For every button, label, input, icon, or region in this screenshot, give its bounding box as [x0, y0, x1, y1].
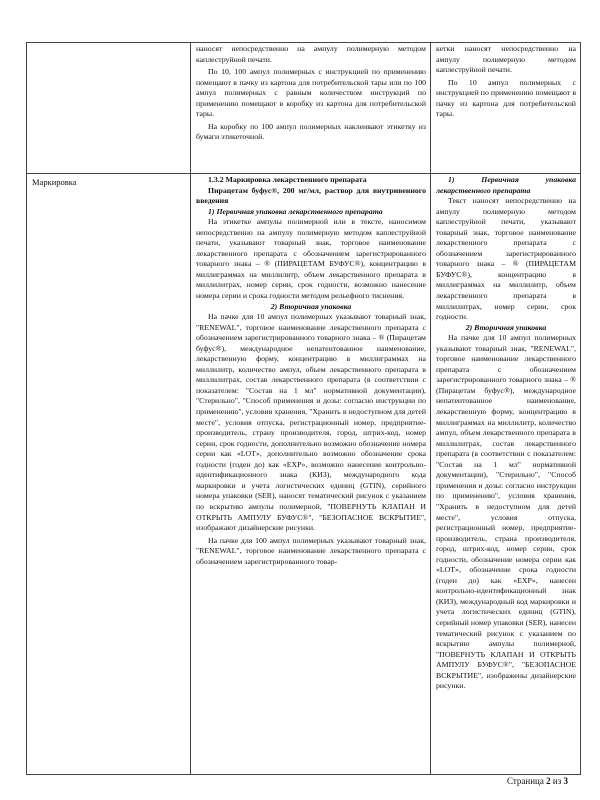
paragraph: На пачке для 100 ампул полимерных указывают товарный знак, "RENEWAL", торговое наименование лекарственного препарата с обозначением зарегистрированного товар- — [196, 535, 426, 566]
primary-packaging-heading: 1) Первичная упаковка лекарственного препарата — [208, 206, 383, 216]
table-row — [27, 43, 581, 174]
row2-label-cell — [27, 174, 191, 775]
paragraph: На пачке для 10 ампул полимерных указывают товарный знак, "RENEWAL", торговое наименование лекарственного препарата с обозначением зарегистрированного товарного знака – ® (Пирацетам буфус®), международное непатентованное наименование, лекарственную форму, концентрацию в миллиграммах на миллилитр, количество ампул, объем лекарственного препарата в миллилитрах, состав лекарственного препарата (в соответствии с показателем: "Состав на 1 мл" нормативной документации), "Стерильно", "Способ применения и дозы: согласно инструкции по применению", условия хранения, "Хранить в недоступном для детей месте", условия отпуска, регистрационный номер, предприятие-производитель, страну производителя, город, штрих-код, номер серии, срок годности, дополнительно возможно обозначение номера серии как «LOT», дополнительно возможно обозначение срока годности (годен до) как «EXP», возможно нанесение контрольно-идентификационного знака (КИЗ), международного кода маркировки и учета логистических единиц (GTIN), серийного номера упаковки (SER), наносят тематический рисунок с указанием по вскрытию ампулы полимерной, "ПОВЕРНУТЬ КЛАПАН И ОТКРЫТЬ АМПУЛУ БУФУС®", "БЕЗОПАСНОЕ ВСКРЫТИЕ", изображают дизайнерские рисунки. — [196, 312, 426, 533]
paragraph: Текст наносят непосредственно на ампулу полимерную методом каплеструйной печати, указывают товарный знак, торговое наименование лекарственного препарата с обозначением зарегистрированного товарного знака – ® (ПИРАЦЕТАМ БУФУС®), концентрацию в миллиграммах на миллилитр, объем лекарственного препарата в миллилитрах, номер серии, срок годности. — [436, 196, 576, 322]
section-heading: 1.3.2 Маркировка лекарственного препарата — [208, 175, 367, 184]
primary-packaging-heading: 1) Первичная упаковка лекарственного препарата — [436, 175, 576, 195]
secondary-packaging-heading: 2) Вторичная упаковка — [270, 301, 352, 311]
table-row — [27, 174, 581, 775]
row1-label-cell — [27, 43, 191, 174]
document-page — [26, 42, 580, 775]
row1-proposed-cell — [191, 43, 431, 174]
current-page: 2 — [546, 776, 551, 786]
row2-proposed-cell — [191, 174, 431, 775]
page-label: Страница — [507, 776, 544, 786]
page-of-label: из — [552, 776, 562, 786]
paragraph: кетки наносят непосредственно на ампулу полимерную методом каплеструйной печати. — [436, 44, 576, 75]
spec-table — [26, 42, 581, 775]
total-pages: 3 — [563, 776, 568, 786]
row2-approved-cell — [431, 174, 581, 775]
page-number — [507, 776, 568, 786]
paragraph: По 10 ампул полимерных с инструкцией по применению помещают в пачку из картона для потребительской тары. — [436, 77, 576, 119]
paragraph: По 10, 100 ампул полимерных с инструкцией по применению помещают в пачку из картона для потребительской тары или по 100 ампул полимерных с равным количеством инструкций по применению помещают в коробку из картона для потребительской тары. — [196, 67, 426, 119]
paragraph: На пачке для 10 ампул полимерных указывают товарный знак, "RENEWAL", торговое наименование лекарственного препарата с обозначением зарегистрированного товарного знака – ® (Пирацетам буфус®), международное непатентованное наименование, лекарственную форму, концентрацию в миллиграммах на миллилитр, количество ампул, объем лекарственного препарата в миллилитрах, состав лекарственного препарата (в соответствии с показателем: "Состав на 1 мл" нормативной документации), "Стерильно", "Способ применения и дозы: согласно инструкции по применению", условия хранения, "Хранить в недоступном для детей месте", условия отпуска, регистрационный номер, предприятие-производитель, страна производителя, город, штрих-код, номер серии, срок годности, обозначение номера серии как «LOT», обозначение срока годности (годен до) как «EXP», нанесен контрольно-идентификационный знак (КИЗ), международный код маркировки и учета логистических единиц (GTIN), серийный номер упаковки (SER), нанесен тематический рисунок с указанием по вскрытию ампулы полимерной, "ПОВЕРНУТЬ КЛАПАН И ОТКРЫТЬ АМПУЛУ БУФУС®", "БЕЗОПАСНОЕ ВСКРЫТИЕ", изображены дизайнерские рисунки. — [436, 333, 576, 691]
row1-approved-cell — [431, 43, 581, 174]
paragraph: На этикетке ампулы полимерной или в тексте, наносимом непосредственно на ампулу полимерную методом каплеструйной печати, указывают товарный знак, торговое наименование лекарственного препарата с обозначением зарегистрированного товарного знака – ® (ПИРАЦЕТАМ БУФУС®), концентрацию в миллиграммах на миллилитр, объем лекарственного препарата в миллилитрах, номер серии, срок годности, возможно нанесение номера серии и срока годности методом рельефного тиснения. — [196, 217, 426, 301]
secondary-packaging-heading: 2) Вторичная упаковка — [465, 322, 547, 332]
product-heading: Пирацетам буфус®, 200 мг/мл, раствор для внутривенного введения — [196, 185, 426, 206]
row-label: Маркировка — [32, 177, 77, 187]
paragraph: На коробку по 100 ампул полимерных наклеивают этикетку из бумаги этикеточной. — [196, 121, 426, 142]
paragraph: наносят непосредственно на ампулу полимерную методом каплеструйной печати. — [196, 44, 426, 64]
